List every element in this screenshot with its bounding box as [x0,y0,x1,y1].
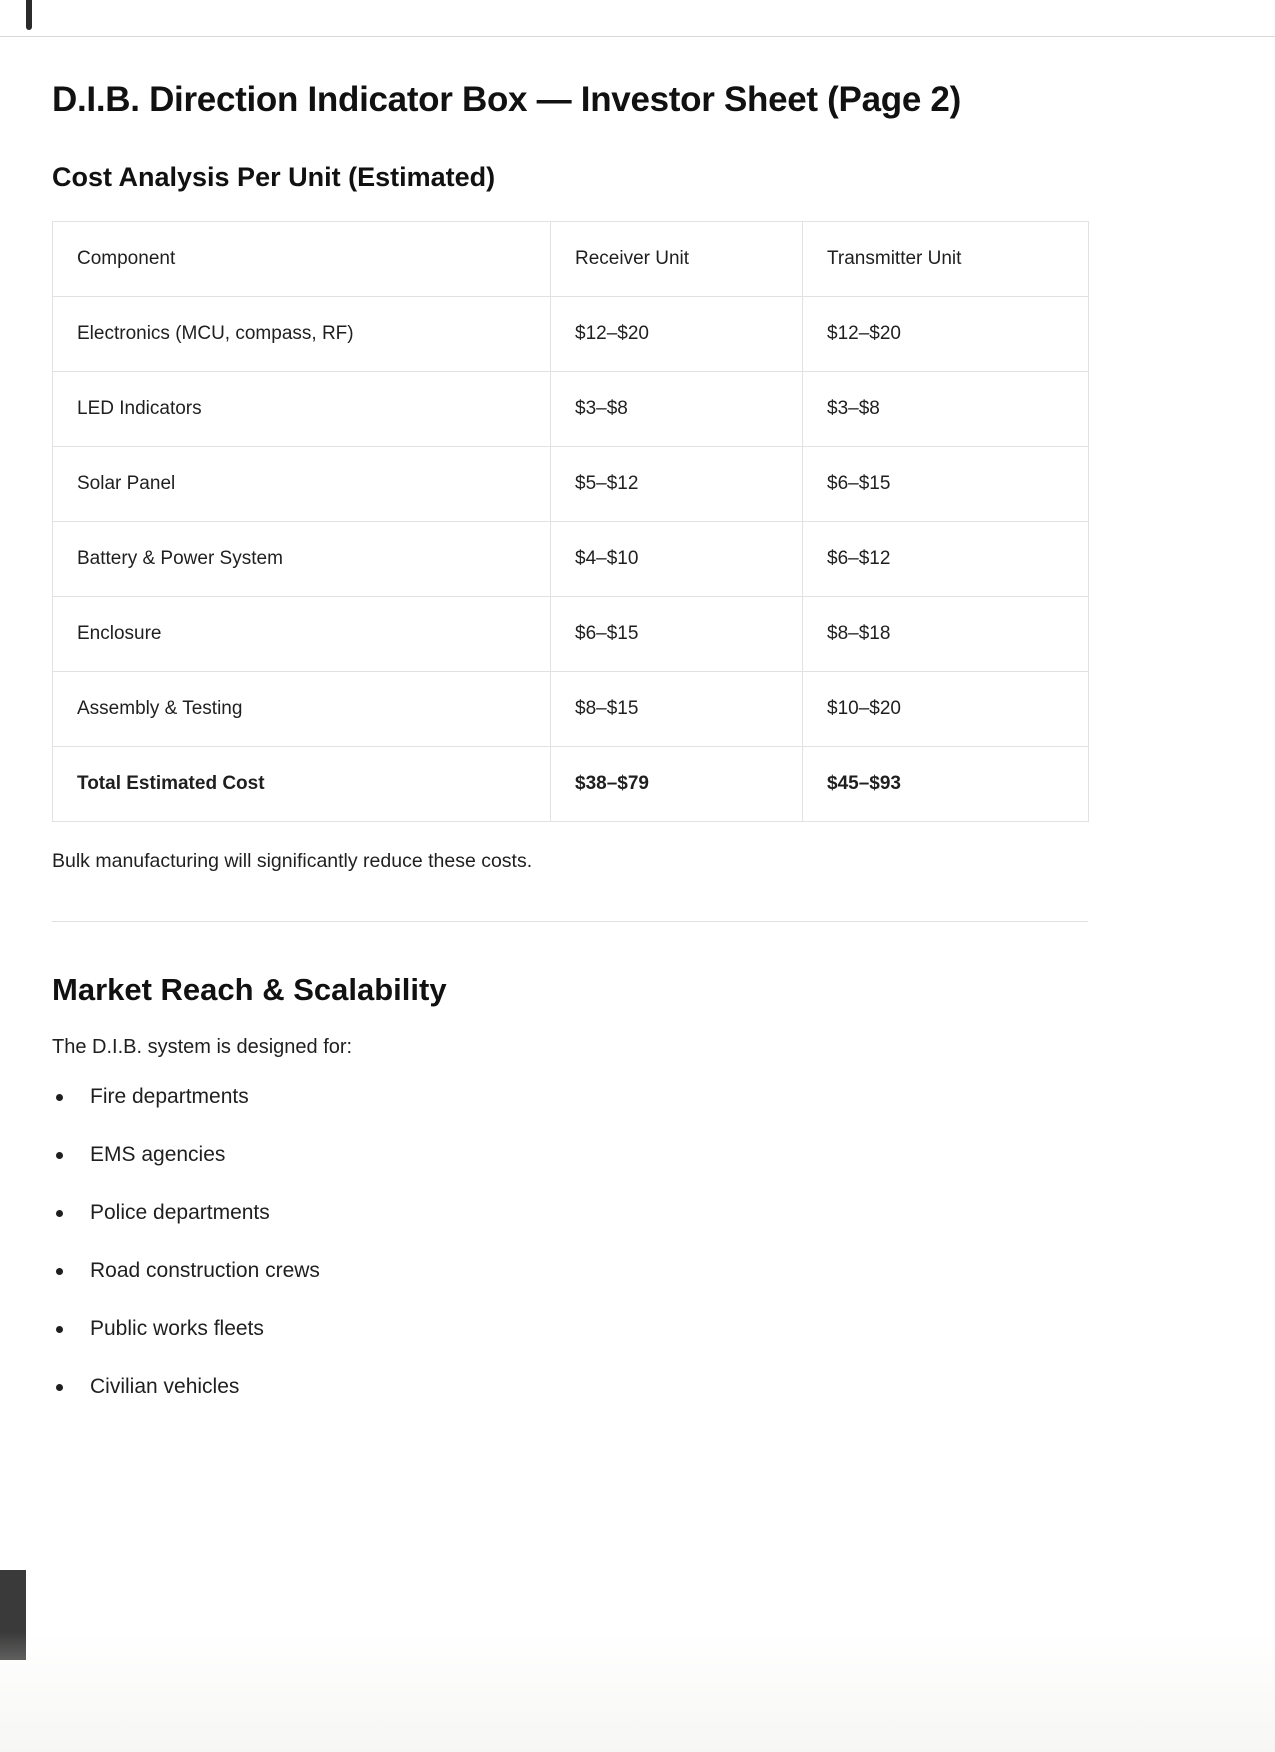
table-total-row [53,747,1089,822]
cost-analysis-table [52,221,1089,822]
cell-total-receiver: $38–$79 [551,747,803,822]
bullet-icon [56,1384,63,1391]
scan-bottom-shadow [0,1632,1275,1752]
table-row [53,297,1089,372]
list-item-label: Road construction crews [90,1259,320,1282]
bullet-icon [56,1268,63,1275]
list-item [52,1259,1223,1283]
table-header-row [53,222,1089,297]
cell-transmitter: $8–$18 [803,597,1089,672]
list-item-label: Public works fleets [90,1317,264,1340]
list-item-label: EMS agencies [90,1143,226,1166]
document-page [0,36,1275,1433]
list-item [52,1201,1223,1225]
cell-component: LED Indicators [53,372,551,447]
market-section [52,972,1223,1399]
scan-top-edge [0,0,1275,37]
market-heading: Market Reach & Scalability [52,972,447,1007]
page-title: D.I.B. Direction Indicator Box — Investor Sheet (Page 2) [52,80,961,119]
cell-receiver: $4–$10 [551,522,803,597]
cost-analysis-heading: Cost Analysis Per Unit (Estimated) [52,162,496,192]
list-item-label: Fire departments [90,1085,249,1108]
cell-total-label: Total Estimated Cost [53,747,551,822]
cell-receiver: $12–$20 [551,297,803,372]
cell-receiver: $6–$15 [551,597,803,672]
section-divider [52,921,1088,922]
column-header-transmitter: Transmitter Unit [803,222,1089,297]
cell-transmitter: $10–$20 [803,672,1089,747]
market-list [52,1085,1223,1399]
cell-receiver: $8–$15 [551,672,803,747]
cell-component: Battery & Power System [53,522,551,597]
column-header-component: Component [53,222,551,297]
cell-transmitter: $6–$12 [803,522,1089,597]
cell-transmitter: $12–$20 [803,297,1089,372]
list-item [52,1375,1223,1399]
cell-transmitter: $6–$15 [803,447,1089,522]
cost-note: Bulk manufacturing will significantly reduce these costs. [52,850,533,872]
cell-component: Enclosure [53,597,551,672]
cell-component: Assembly & Testing [53,672,551,747]
bullet-icon [56,1152,63,1159]
cell-component: Solar Panel [53,447,551,522]
list-item [52,1143,1223,1167]
table-row [53,672,1089,747]
market-lead-text: The D.I.B. system is designed for: [52,1036,353,1058]
bullet-icon [56,1326,63,1333]
cell-total-transmitter: $45–$93 [803,747,1089,822]
column-header-receiver: Receiver Unit [551,222,803,297]
cell-component: Electronics (MCU, compass, RF) [53,297,551,372]
table-row [53,522,1089,597]
table-row [53,372,1089,447]
cell-receiver: $5–$12 [551,447,803,522]
list-item [52,1317,1223,1341]
cell-receiver: $3–$8 [551,372,803,447]
list-item-label: Civilian vehicles [90,1375,240,1398]
list-item [52,1085,1223,1109]
bullet-icon [56,1094,63,1101]
table-row [53,447,1089,522]
table-row [53,597,1089,672]
bullet-icon [56,1210,63,1217]
list-item-label: Police departments [90,1201,270,1224]
cell-transmitter: $3–$8 [803,372,1089,447]
scan-corner-artifact [26,0,32,30]
